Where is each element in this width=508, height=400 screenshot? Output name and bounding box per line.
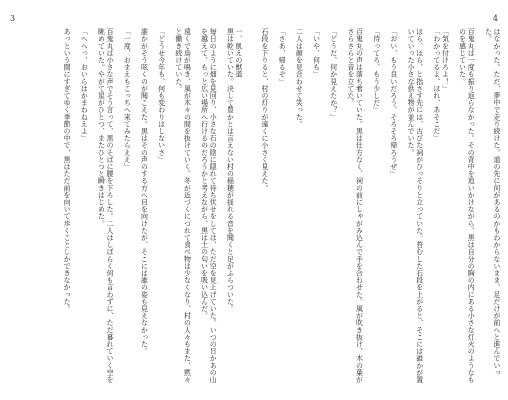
right-page-text bbox=[259, 28, 500, 388]
page-number-right: 4 bbox=[492, 14, 498, 23]
left-page-body: 黒は乾いていた。決して豊かとは言えない村の稲穂が揺れる音を聞くと足がふらついた。 毎日のように畑を見回り、小さな石の陰に隠れて待ち伏せをしては、ただ空を見上げていた。いつの日かあの山を越えて、もっと広い場所へ行けるのだろうかと考えながら、黒は土の匂いを吸い込んだ。 遠くで鳥が鳴き、風が木々の間を抜けていく。冬が近づくにつれて食べ物は少なくなり、村の人々もまた、黙々と働き続けていた。 「どうせ今年も、何も変わりはしないさ」 誰かがそう呟くのが聞こえた。黒はその声のする方へ目を向けたが、そこには誰の姿も見えなかった。 「一度、おまえもこっちへ来てみたらええ」 百鬼丸は小さな声でそう言って、黒のそばに腰を下ろした。二人はしばらく何も言わずに、ただ暮れていく空を眺めていた。やがて星がひとつ、またひとつと瞬きはじめた。 「へへっ、おいらはかまわねえよ」 あっという間にすぎてゆく季節の中で、黒はただ前を向いて歩くことしかできなかった。 bbox=[62, 28, 234, 383]
right-page bbox=[254, 0, 508, 400]
chapter-title: 一、飢えの獣道 bbox=[234, 28, 242, 78]
left-page-text bbox=[10, 28, 242, 388]
right-page-body: はなかった。ただ、夢中で走り続けた。道の先に何があるのかもわからないまま、足だけが前へと進んでいった。 百鬼丸は一度も振り返らなかった。その背中を追いかけながら、黒は自分の胸の内にある小さな灯火のようなものを感じていた。 「気を付けろよ！」 「わかってるよ、ほれ、あそこだ」 ほら、ほら、と指さす先には、古びた祠がひっそりと立っていた。苔むした石段を上がると、そこには誰かが置いていった小さな供え物が並んでいた。 「おい、もう良いだろう。そろそろ帰ろうぜ」 「待ってろ、もう少しだ」 百鬼丸の声は落ち着いていた。黒は仕方なく、祠の前にしゃがみ込んで手を合わせた。風が吹き抜け、木の葉がさらさらと音を立てた。 「どうだ、何か見えたか？」 「いや、何も」 二人は顔を見合わせて笑った。 「さあ、帰るぞ」 石段を下りると、村の灯りが遠くに小さく見えた。 bbox=[259, 28, 500, 383]
page-number-left: 3 bbox=[10, 14, 16, 23]
